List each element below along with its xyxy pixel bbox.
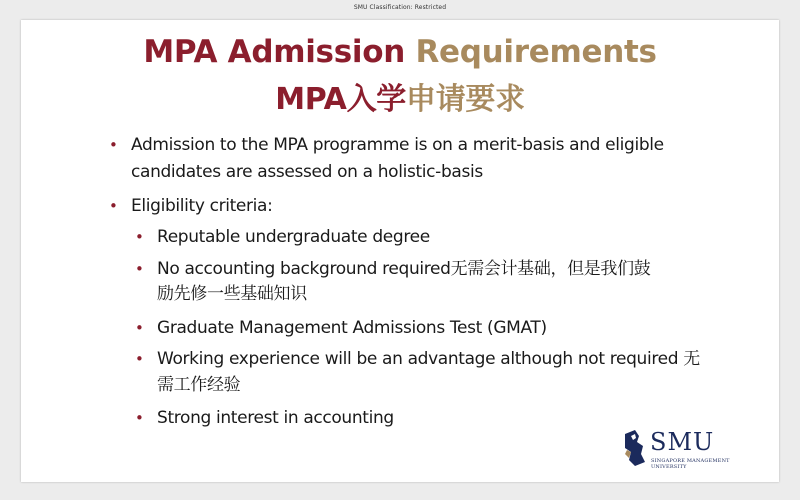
bullet-text: Eligibility criteria: (131, 196, 273, 216)
smu-logo (621, 426, 781, 476)
bullet-list (21, 20, 779, 482)
sub-bullet-marker: • (135, 260, 144, 278)
sub-bullet-marker: • (135, 228, 144, 246)
sub-bullet-text: No accounting background required无需会计基础，但是我们鼓 (157, 259, 651, 279)
logo-subtitle-line: SINGAPORE MANAGEMENT (651, 458, 730, 464)
sub-bullet-text: 励先修一些基础知识 (157, 284, 307, 304)
title-part-2: Requirements (415, 34, 657, 70)
slide (21, 20, 779, 482)
logo-subtitle (651, 458, 761, 470)
sub-bullet-text: 需工作经验 (157, 375, 241, 395)
logo-text: SMU (650, 428, 715, 456)
title-part-1: MPA Admission (143, 34, 405, 70)
classification-label: SMU Classification: Restricted (353, 4, 447, 11)
bullet-text: candidates are assessed on a holistic-basis (131, 162, 483, 182)
sub-bullet-text: Reputable undergraduate degree (157, 227, 430, 247)
bullet-marker: • (109, 136, 118, 154)
title-cn-part-1: MPA入学 (275, 82, 406, 117)
title-cn-part-2: 申请要求 (406, 82, 525, 117)
sub-bullet-marker: • (135, 319, 144, 337)
bullet-marker: • (109, 197, 118, 215)
sub-bullet-text: Working experience will be an advantage although not required 无 (157, 349, 700, 369)
bullet-text: Admission to the MPA programme is on a merit-basis and eligible (131, 135, 664, 155)
sub-bullet-marker: • (135, 409, 144, 427)
sub-bullet-text: Strong interest in accounting (157, 408, 394, 428)
lion-crest-icon (621, 428, 649, 468)
sub-bullet-text: Graduate Management Admissions Test (GMAT) (157, 318, 547, 338)
sub-bullet-marker: • (135, 350, 144, 368)
logo-subtitle-line: UNIVERSITY (651, 464, 687, 470)
